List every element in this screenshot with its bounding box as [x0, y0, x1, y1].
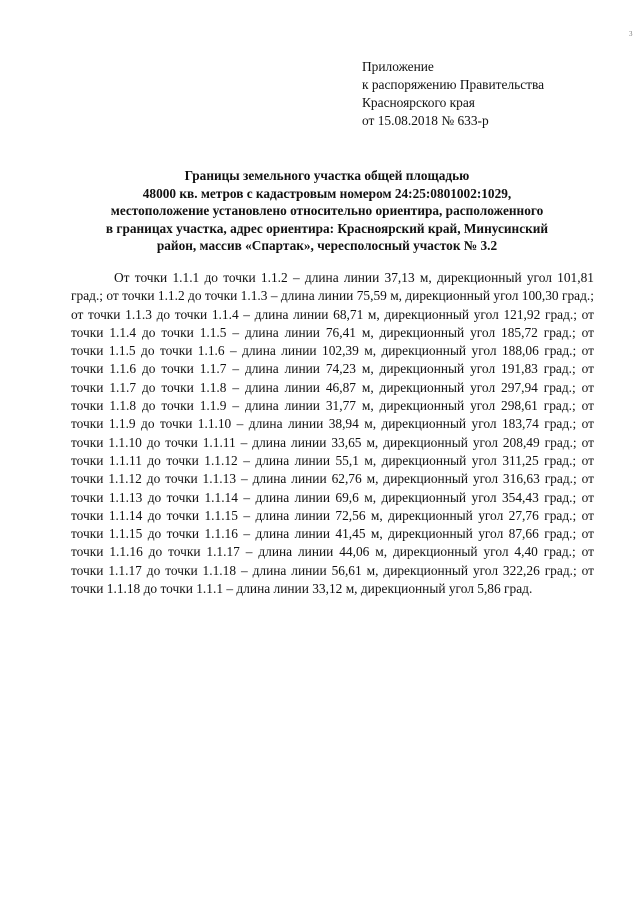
document-title [64, 167, 590, 255]
boundary-description: От точки 1.1.1 до точки 1.1.2 – длина линии 37,13 м, дирекционный угол 101,81 град.; от точки 1.1.2 до точки 1.1.3 – длина линии 75,59 м, дирекционный угол 100,30 град.; от точки 1.1.3 до точки 1.1.4 – длина линии 68,71 м, дирекционный угол 121,92 град.; от точки 1.1.4 до точки 1.1.5 – длина линии 76,41 м, дирекционный угол 185,72 град.; от точки 1.1.5 до точки 1.1.6 – длина линии 102,39 м, дирекционный угол 188,06 град.; от точки 1.1.6 до точки 1.1.7 – длина линии 74,23 м, дирекционный угол 191,83 град.; от точки 1.1.7 до точки 1.1.8 – длина линии 46,87 м, дирекционный угол 297,94 град.; от точки 1.1.8 до точки 1.1.9 – длина линии 31,77 м, дирекционный угол 298,61 град.; от точки 1.1.9 до точки 1.1.10 – длина линии 38,94 м, дирекционный угол 183,74 град.; от точки 1.1.10 до точки 1.1.11 – длина линии 33,65 м, дирекционный угол 208,49 град.; от точки 1.1.11 до точки 1.1.12 – длина линии 55,1 м, дирекционный угол 311,25 град.; от точки 1.1.12 до точки 1.1.13 – длина линии 62,76 м, дирекционный угол 316,63 град.; от точки 1.1.13 до точки 1.1.14 – длина линии 69,6 м, дирекционный угол 354,43 град.; от точки 1.1.14 до точки 1.1.15 – длина линии 72,56 м, дирекционный угол 27,76 град.; от точки 1.1.15 до точки 1.1.16 – длина линии 41,45 м, дирекционный угол 87,66 град.; от точки 1.1.16 до точки 1.1.17 – длина линии 44,06 м, дирекционный угол 4,40 град.; от точки 1.1.17 до точки 1.1.18 – длина линии 56,61 м, дирекционный угол 322,26 град.; от точки 1.1.18 до точки 1.1.1 – длина линии 33,12 м, дирекционный угол 5,86 град. [71, 270, 594, 597]
appendix-block [362, 58, 624, 130]
title-line: в границах участка, адрес ориентира: Красноярский край, Минусинский [105, 220, 549, 236]
appendix-line: к распоряжению Правительства [362, 77, 545, 92]
appendix-line: от 15.08.2018 № 633-р [362, 113, 489, 128]
title-line: местоположение установлено относительно ориентира, расположенного [110, 203, 544, 218]
appendix-line: Красноярского края [362, 95, 475, 110]
appendix-line: Приложение [362, 59, 434, 74]
title-line: 48000 кв. метров с кадастровым номером 24:25:0801002:1029, [142, 185, 512, 201]
page-number: 3 [629, 30, 633, 38]
title-line: Границы земельного участка общей площадью [184, 168, 470, 183]
title-line: район, массив «Спартак», чересполосный участок № 3.2 [156, 238, 498, 253]
